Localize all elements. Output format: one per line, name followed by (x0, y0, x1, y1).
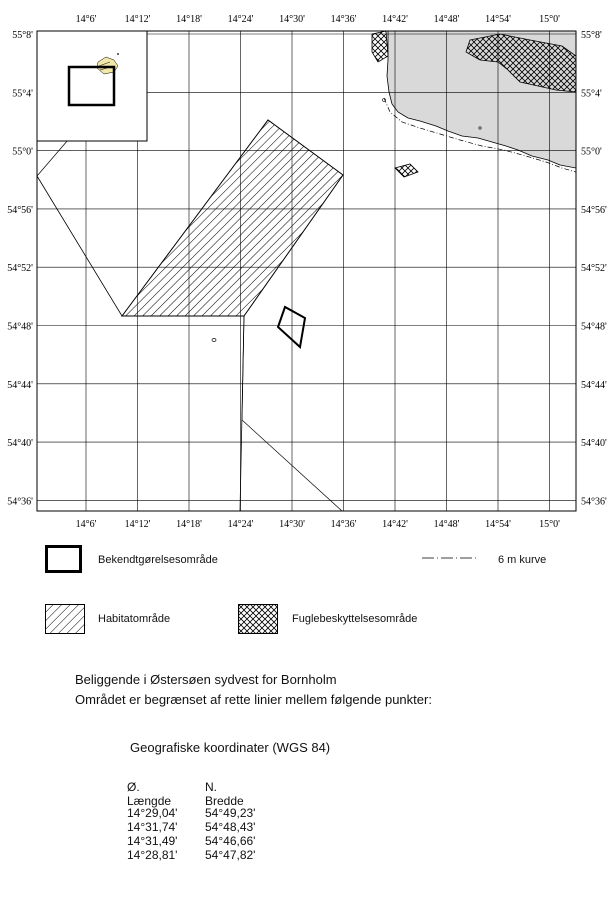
habitat-area (122, 120, 343, 316)
longitude-label: 14°12' (124, 519, 151, 530)
point-lon: 14°31,49' (127, 834, 178, 848)
longitude-label: 14°30' (279, 519, 305, 530)
latitude-label: 54°56' (7, 204, 33, 216)
legend-fugle-swatch (238, 604, 278, 634)
legend-habitat-label: Habitatområde (98, 613, 171, 625)
latitude-label: 55°0' (12, 146, 33, 158)
longitude-label: 15°0' (539, 14, 560, 25)
latitude-label: 54°56' (581, 204, 607, 216)
point-lat: 54°47,82' (205, 848, 256, 862)
description-line-2: Området er begrænset af rette linier mellem følgende punkter: (75, 692, 432, 707)
legend-habitat-swatch (45, 604, 85, 634)
latitude-label: 54°52' (7, 263, 33, 275)
latitude-label: 54°48' (7, 321, 33, 333)
point-lon: 14°29,04' (127, 806, 178, 820)
point-lat: 54°49,23' (205, 806, 256, 820)
latitude-label: 54°44' (7, 379, 33, 391)
longitude-label: 14°18' (176, 14, 202, 25)
point-lat: 54°46,66' (205, 834, 256, 848)
description-line-1: Beliggende i Østersøen sydvest for Bornholm (75, 672, 337, 687)
latitude-labels-left (7, 30, 33, 507)
longitude-label: 14°18' (176, 519, 202, 530)
fuglebeskyttelse-west (372, 31, 388, 62)
col-lat-header: N. Bredde (205, 780, 244, 808)
legend-bekendtgorelse-label: Bekendtgørelsesområde (98, 554, 218, 566)
latitude-label: 54°36' (7, 496, 33, 508)
latitude-label: 55°4' (581, 88, 602, 100)
legend-fugle-label: Fuglebeskyttelsesområde (292, 613, 418, 625)
longitude-labels-bottom (76, 519, 560, 530)
longitude-label: 14°42' (382, 14, 408, 25)
latitude-label: 55°8' (12, 30, 33, 41)
longitude-label: 14°12' (124, 14, 151, 25)
point-lon: 14°28,81' (127, 848, 178, 862)
point-lon: 14°31,74' (127, 820, 178, 834)
coordinates-title: Geografiske koordinater (WGS 84) (130, 740, 331, 755)
longitude-label: 14°36' (330, 519, 357, 530)
longitude-label: 14°24' (227, 519, 254, 530)
description (75, 670, 432, 710)
latitude-labels-right (581, 30, 607, 507)
land-area (372, 31, 576, 177)
longitude-label: 14°48' (433, 14, 460, 25)
longitude-label: 14°6' (75, 14, 97, 25)
regulation-area (278, 307, 305, 347)
latitude-label: 54°48' (581, 321, 607, 333)
longitude-label: 14°30' (279, 14, 305, 25)
longitude-label: 14°42' (382, 519, 408, 530)
longitude-label: 15°0' (539, 519, 560, 530)
latitude-label: 54°52' (581, 263, 607, 275)
latitude-label: 55°0' (581, 146, 602, 158)
longitude-label: 14°48' (433, 519, 460, 530)
latitude-label: 54°44' (581, 379, 607, 391)
longitude-labels-top (76, 14, 560, 25)
point-lat: 54°48,43' (205, 820, 256, 834)
longitude-label: 14°36' (330, 14, 357, 25)
longitude-label: 14°54' (485, 519, 511, 530)
latitude-label: 55°8' (581, 30, 602, 41)
latitude-label: 54°40' (581, 438, 607, 450)
legend-contour-swatch (420, 552, 480, 564)
longitude-label: 14°24' (227, 14, 254, 25)
latitude-label: 55°4' (12, 88, 33, 100)
longitude-label: 14°54' (485, 14, 511, 25)
longitude-label: 14°6' (75, 519, 97, 530)
latitude-label: 54°40' (7, 438, 33, 450)
legend-bekendtgorelse-swatch (45, 545, 82, 573)
latitude-label: 54°36' (581, 496, 607, 508)
legend-contour-label: 6 m kurve (498, 554, 547, 566)
fuglebeskyttelse-islet (395, 164, 418, 177)
col-lon-header: Ø. Længde (127, 780, 172, 808)
overview-inset (37, 31, 147, 141)
